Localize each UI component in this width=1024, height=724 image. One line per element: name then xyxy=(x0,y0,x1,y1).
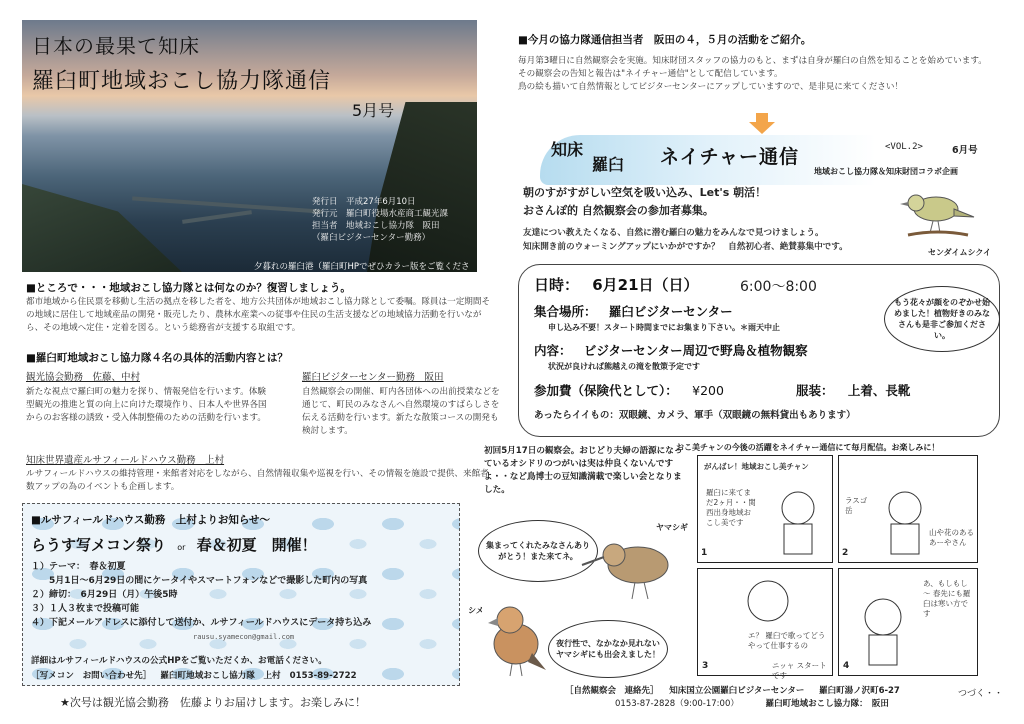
contest-items xyxy=(31,560,456,630)
contest-item: ３）１人３枚まで投稿可能 xyxy=(31,604,140,614)
photo-caption: 夕暮れの羅臼港（羅臼町HPでぜひカラー版をご覧ください） xyxy=(254,262,470,284)
rusa-body: ルサフィールドハウスの維持管理・来館者対応をしながら、自然情報収集や巡視を行い、その情報を施設で提供、来館者数アップの為のイベントも企画します。 xyxy=(26,469,489,492)
character-sketch xyxy=(768,486,828,560)
hawfinch-name: シメ xyxy=(468,606,484,615)
nature-vol: <VOL.2> xyxy=(885,142,923,152)
nature-title: ネイチャー通信 xyxy=(660,146,800,168)
comic-text-3b: ニッャ スタートです xyxy=(772,661,827,680)
report-heading: ■今月の協力隊通信担当者 阪田の４，５月の活動をご紹介。 xyxy=(518,34,812,46)
report-body: 毎月第3曜日に自然観察会を実施。知床財団スタッフの協力のもと、まずは自身が羅臼の自然を知ることを始めています。 その観察会の告知と報告は"ネイチャー通信"として配信しています。 鳥の絵も描いて自然情報としてビジターセンターにアップしていますので、是非見に来てください！ xyxy=(518,56,987,92)
hero-photo xyxy=(22,20,477,284)
contest-heading: ■ルサフィールドハウス勤務 上村よりお知らせ～ xyxy=(31,514,271,526)
rusa-title: 知床世界遺産ルサフィールドハウス勤務 上村 xyxy=(26,455,225,466)
comic-panel-3 xyxy=(697,568,833,680)
tourism-title: 観光協会勤務 佐藤、中村 xyxy=(26,372,141,383)
comic-panel-2 xyxy=(838,455,978,563)
footer-tel: 0153-87-2828（9:00-17:00） xyxy=(615,699,739,709)
event-date: 日時： 6月21日（日） xyxy=(534,276,699,294)
nature-lead1: 朝のすがすがしい空気を吸い込み、Let's 朝活！ xyxy=(523,186,767,199)
comic-panel-number: 2 xyxy=(842,548,849,558)
character-sketch xyxy=(849,589,919,673)
contest-item: ２）締切： 6月29日（月）午後5時 xyxy=(31,590,178,600)
visitor-title: 羅臼ビジターセンター勤務 阪田 xyxy=(302,372,444,383)
comic-panel-number: 4 xyxy=(843,661,850,671)
intro-heading: ■ところで・・・地域おこし協力隊とは何なのか？復習しましょう。 xyxy=(26,282,351,294)
woodcock-bird-illustration xyxy=(580,525,680,605)
nature-desc1: 友達につい教えたくなる、自然に潜む羅臼の魅力をみんなで見つけましょう。 xyxy=(523,228,824,238)
contest-contact: ［写メコン お問い合わせ先］ 羅臼町地域おこし協力隊 上村 0153-89-2722 xyxy=(31,671,357,681)
thanks-speech-bubble: 集まってくれたみなさんありがとう！また来てネ。 xyxy=(478,520,598,582)
visitor-body: 自然観察会の開催、町内各団体への出前授業などを通じて、町民のみなさんへ自然環境のすばらしさを伝える活動を行います。新たな散策コースの開発も検討します。 xyxy=(302,387,500,436)
contest-tel: 0153-89-2722 xyxy=(289,671,357,681)
contact-footer: ［自然観察会 連絡先］ 知床国立公園羅臼ビジターセンター 羅臼町湯ノ沢町6-27 0153-87-2828（9:00-17:00） 羅臼町地域おこし協力隊： 阪田 xyxy=(565,686,900,709)
contest-item: ４）下記メールアドレスに添付して送付か、ルサフィールドハウスにデータ持ち込み xyxy=(31,618,372,628)
newsletter-title-line1: 日本の最果て知床 xyxy=(32,34,200,58)
event-fee: 参加費（保険代として）： ¥200 xyxy=(534,383,724,398)
character-sketch xyxy=(875,486,935,560)
event-items: あったらイイもの：双眼鏡、カメラ、軍手（双眼鏡の無料貸出もあります） xyxy=(534,410,856,421)
contest-email-link[interactable]: rausu.syamecon@gmail.com xyxy=(193,633,295,641)
comic-panel-number: 1 xyxy=(701,548,708,558)
comic-panel-4 xyxy=(838,568,978,676)
event-time: 6:00～8:00 xyxy=(740,279,817,295)
publication-info: 発行日 平成27年6月10日 発行元 羅臼町役場水産商工観光課 担当者 地域おこし協力隊 阪田 （羅臼ビジターセンター勤務） xyxy=(312,197,449,243)
warbler-name: センダイムシクイ xyxy=(928,248,991,257)
tourism-body: 新たな視点で羅臼町の魅力を探り、情報発信を行います。体験型観光の推進と質の向上に向けた環境作り、日本人や世界各国からのお客様の誘致・受入体制整備のための活動を行います。 xyxy=(26,387,267,423)
contest-details: 詳細はルサフィールドハウスの公式HPをご覧いただくか、お電話ください。 xyxy=(31,656,327,666)
newsletter-issue: 5月号 xyxy=(352,101,395,120)
may-report-intro: 初回5月17日の観察会。おじどり夫婦の語源になっているオシドリのつがいは実は仲良くないんですよ・・など鳥博士の豆知識満載で楽しい会となりました。 xyxy=(484,446,683,495)
comic-text-2a: ラスゴ岳 xyxy=(845,496,868,515)
comic-panel-number: 3 xyxy=(702,661,709,671)
arrow-down-icon xyxy=(747,113,777,135)
members-heading: ■羅臼町地域おこし協力隊４名の具体的活動内容とは？ xyxy=(26,352,288,364)
newsletter-title-line2: 羅臼町地域おこし協力隊通信 xyxy=(32,69,332,94)
photo-contest-box xyxy=(22,503,460,686)
nature-desc2: 知床開き前のウォーミングアップにいかがですか？ 自然初心者、絶賛募集中です。 xyxy=(523,242,848,252)
nature-issue: 6月号 xyxy=(952,145,978,156)
contest-title: らうす写メコン祭り or 春＆初夏 開催！ xyxy=(31,536,317,554)
comic-title: がんばレ！地域おこし美チャン xyxy=(704,462,809,471)
flowers-speech-bubble: もう花々が顔をのぞかせ始めました！植物好きのみなさんも是非ご参加ください。 xyxy=(884,286,1000,352)
comic-header: おこ美チャンの今後の活躍をネイチャー通信にて毎月配信。お楽しみに！ xyxy=(676,443,940,452)
comic-text-3a: エ？ 羅臼で歌ってどうやって仕事するの xyxy=(748,631,826,650)
comic-panel-1 xyxy=(697,455,833,563)
contest-item: 5月1日～6月29日の間にケータイやスマートフォンなどで撮影した町内の写真 xyxy=(31,576,368,586)
event-content-note: 状況が良ければ熊越えの滝を散策予定です xyxy=(548,362,700,371)
comic-text-1: 羅臼に来てまだ2ヶ月・・関西出身地域おこし美です xyxy=(706,488,756,527)
comic-text-4: あ、もしもし～ 春先にも羅臼は寒い方です xyxy=(923,579,971,618)
nature-title-rausu: 羅臼 xyxy=(592,155,625,174)
next-issue-note: ★次号は観光協会勤務 佐藤よりお届けします。お楽しみに！ xyxy=(60,696,366,709)
hawfinch-bird-illustration xyxy=(480,598,550,678)
comic-text-2b: 山や花のあるあーやさん xyxy=(929,528,974,547)
event-content: 内容： ビジターセンター周辺で野鳥＆植物観察 xyxy=(534,343,808,358)
event-place-note: 申し込み不要！スタート時間までにお集まり下さい。＊雨天中止 xyxy=(548,323,780,332)
nature-title-shiretoko: 知床 xyxy=(551,140,584,159)
character-sketch xyxy=(738,573,798,629)
intro-body: 都市地域から住民票を移動し生活の拠点を移した者を、地方公共団体が地域おこし協力隊として委嘱。隊員は一定期間その地域に居住して地域産品の開発・販売したり、農林水産業への従事や住民の生活支援などの地域協力活動を行いながら、その地域へ定住・定着を図る。という総務省が支援する取組です。 xyxy=(26,297,491,333)
event-place: 集合場所： 羅臼ビジターセンター xyxy=(534,304,733,319)
nature-lead2: おさんぽ的 自然観察会の参加者募集。 xyxy=(523,204,714,217)
warbler-bird-illustration xyxy=(898,183,978,243)
nature-subtitle: 地域おこし協力隊＆知床財団コラボ企画 xyxy=(814,167,958,176)
yamashigi-speech-bubble: 夜行性で、なかなか見れないヤマシギにも出会えました！ xyxy=(548,620,668,678)
contest-item: １）テーマ： 春＆初夏 xyxy=(31,562,126,572)
event-clothes: 服装： 上着、長靴 xyxy=(796,383,911,398)
comic-continue: つづく・・ xyxy=(958,689,1004,699)
woodcock-name: ヤマシギ xyxy=(656,523,688,532)
